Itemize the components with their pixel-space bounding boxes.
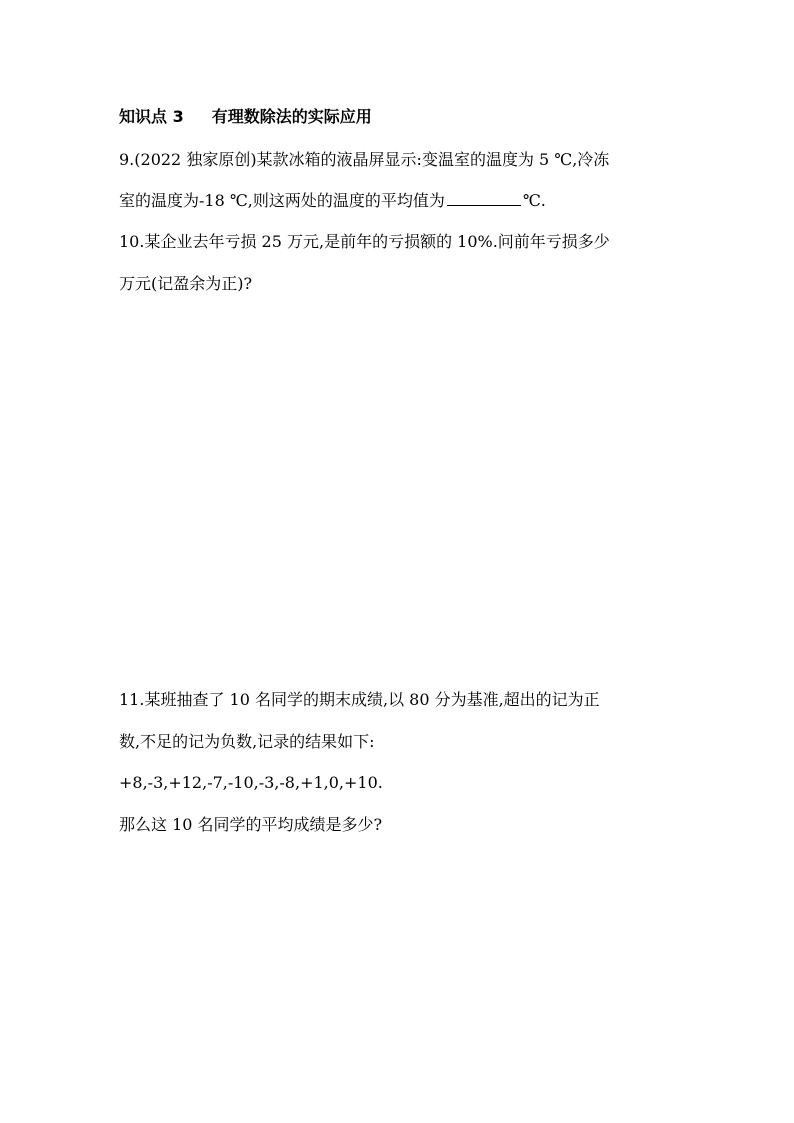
section-heading <box>119 106 372 128</box>
question-11-line-4: 那么这 10 名同学的平均成绩是多少? <box>119 815 383 834</box>
question-9-line-2 <box>119 190 546 212</box>
section-number: 知识点 3 <box>119 107 184 126</box>
section-title: 有理数除法的实际应用 <box>211 107 372 126</box>
question-11-line-2: 数,不足的记为负数,记录的结果如下: <box>119 732 375 751</box>
question-10-line-2: 万元(记盈余为正)? <box>119 274 253 293</box>
answer-blank <box>447 191 521 206</box>
question-9-line-1: 9.(2022 独家原创)某款冰箱的液晶屏显示:变温室的温度为 5 ℃,冷冻 <box>119 150 610 169</box>
question-9-unit: ℃. <box>522 191 546 210</box>
question-9-text: 室的温度为-18 ℃,则这两处的温度的平均值为 <box>119 191 445 210</box>
question-10-line-1: 10.某企业去年亏损 25 万元,是前年的亏损额的 10%.问前年亏损多少 <box>119 232 610 251</box>
question-11-data-line: +8,-3,+12,-7,-10,-3,-8,+1,0,+10. <box>119 773 383 792</box>
question-11-line-1: 11.某班抽查了 10 名同学的期末成绩,以 80 分为基准,超出的记为正 <box>119 690 600 709</box>
